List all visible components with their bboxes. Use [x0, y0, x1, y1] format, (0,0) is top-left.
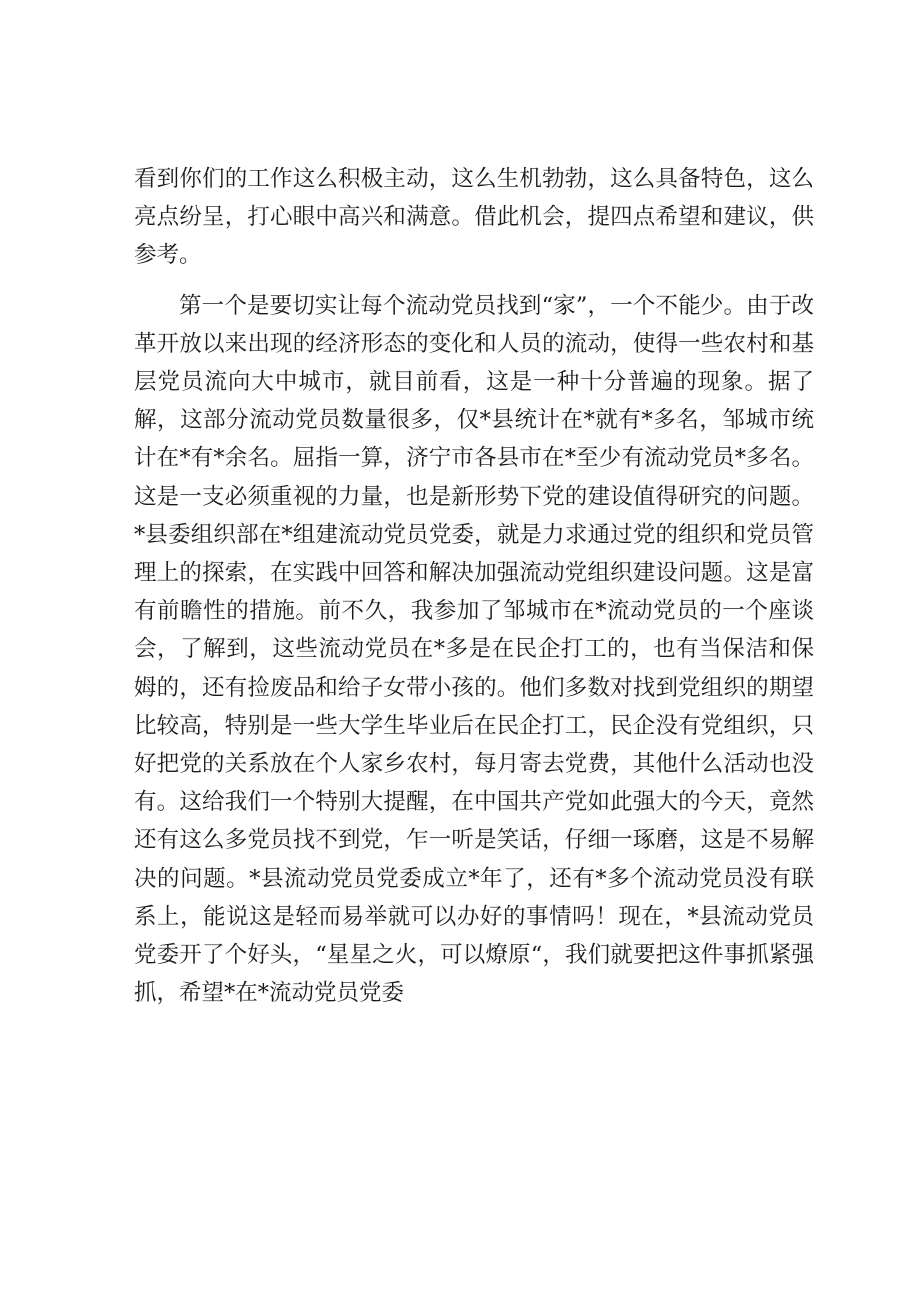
paragraph-first-suggestion: 第一个是要切实让每个流动党员找到“家”，一个不能少。由于改革开放以来出现的经济形态的变化和人员的流动，使得一些农村和基层党员流向大中城市，就目前看，这是一种十分普遍的现象。据了解，这部分流动党员数量很多，仅*县统计在*就有*多名，邹城市统计在*有*余名。屈指一算，济宁市各县市在*至少有流动党员*多名。这是一支必须重视的力量，也是新形势下党的建设值得研究的问题。*县委组织部在*组建流动党员党委，就是力求通过党的组织和党员管理上的探索，在实践中回答和解决加强流动党组织建设问题。这是富有前瞻性的措施。前不久，我参加了邹城市在*流动党员的一个座谈会，了解到，这些流动党员在*多是在民企打工的，也有当保洁和保姆的，还有捡废品和给子女带小孩的。他们多数对找到党组织的期望比较高，特别是一些大学生毕业后在民企打工，民企没有党组织，只好把党的关系放在个人家乡农村，每月寄去党费，其他什么活动也没有。这给我们一个特别大提醒，在中国共产党如此强大的今天，竟然还有这么多党员找不到党，乍一听是笑话，仔细一琢磨，这是不易解决的问题。*县流动党员党委成立*年了，还有*多个流动党员没有联系上，能说这是轻而易举就可以办好的事情吗！现在，*县流动党员党委开了个好头，“星星之火，可以燎原“，我们就要把这件事抓紧强抓，希望*在*流动党员党委 [134, 292, 814, 1007]
document-body [134, 160, 814, 1012]
paragraph-continuation: 看到你们的工作这么积极主动，这么生机勃勃，这么具备特色，这么亮点纷呈，打心眼中高兴和满意。借此机会，提四点希望和建议，供参考。 [134, 166, 814, 269]
